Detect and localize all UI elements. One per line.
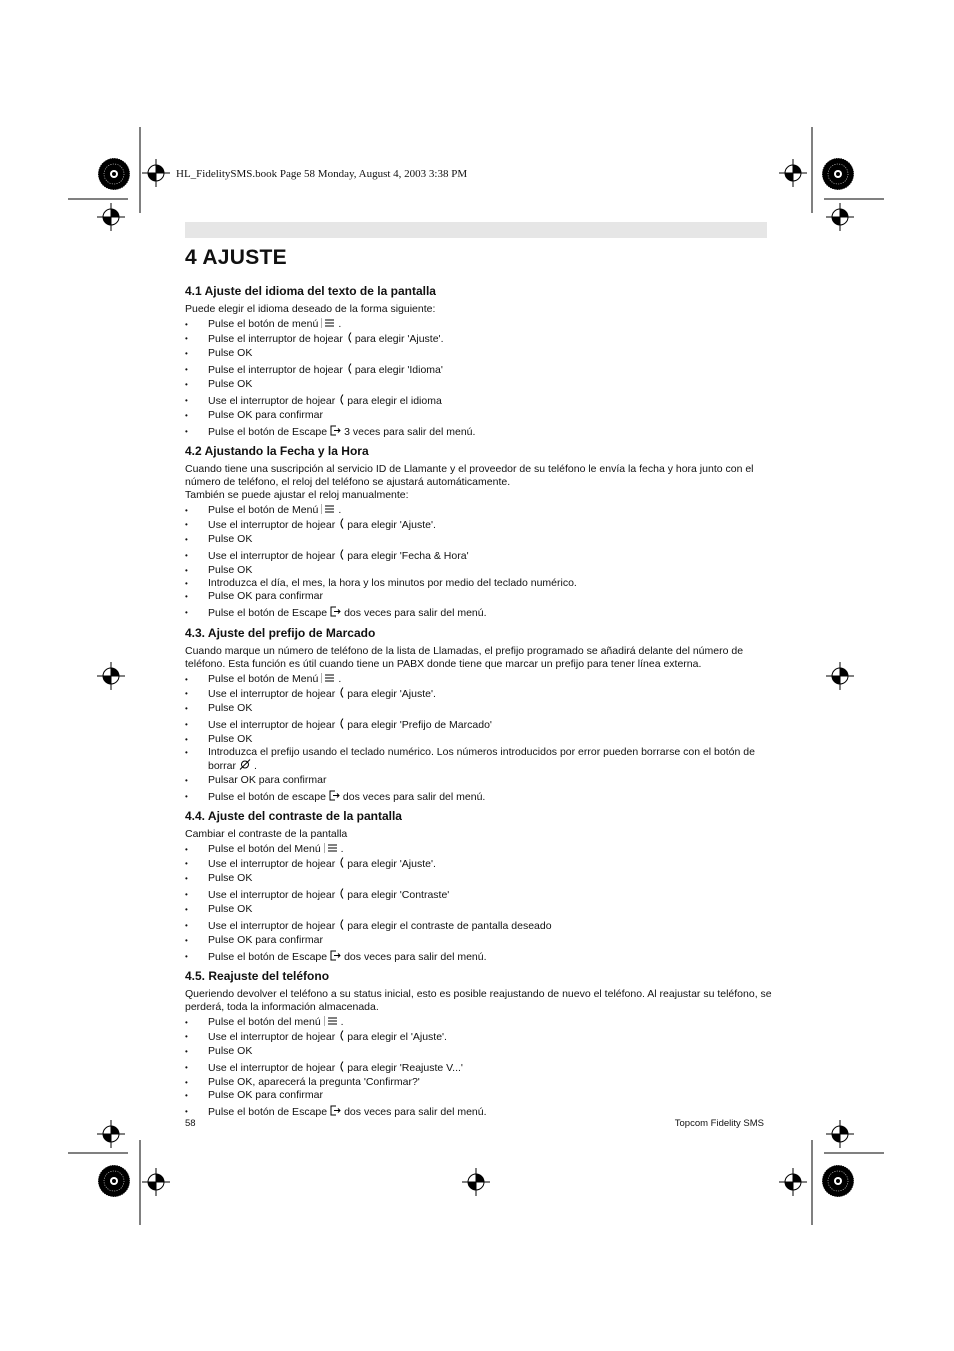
section-language [185, 284, 775, 440]
list-item [185, 363, 775, 378]
section-title: 4.2 Ajustando la Fecha y la Hora [185, 444, 369, 458]
scroll-icon [338, 394, 344, 409]
step-text: Pulse OK [208, 733, 253, 745]
list-item [185, 1076, 775, 1089]
step-text: Use el interruptor de hojear [208, 719, 336, 731]
step-text-after: . [254, 760, 257, 772]
file-header: HL_FidelitySMS.book Page 58 Monday, August 4, 2003 3:38 PM [176, 168, 468, 180]
step-text-after: para elegir 'Reajuste V...' [347, 1062, 463, 1074]
step-text: Pulse OK [208, 533, 253, 545]
step-text-after: para elegir el contraste de pantalla deseado [347, 920, 552, 932]
delete-icon [239, 759, 251, 774]
step-text-after: . [338, 504, 342, 516]
step-text: Pulse el botón de Escape [208, 1106, 328, 1118]
scroll-icon [338, 518, 344, 533]
list-item [185, 673, 775, 687]
list-item [185, 746, 775, 774]
scroll-icon [346, 363, 352, 378]
step-text: Pulse OK para confirmar [208, 934, 323, 946]
step-text-after: para elegir 'Ajuste'. [354, 333, 444, 345]
section-title: 4.4. Ajuste del contraste de la pantalla [185, 809, 402, 823]
step-text: Pulse el interruptor de hojear [208, 364, 343, 376]
step-text: Use el interruptor de hojear [208, 1062, 336, 1074]
list-item [185, 549, 775, 564]
scroll-icon [338, 888, 344, 903]
list-item [185, 774, 775, 787]
list-item [185, 1016, 775, 1030]
chapter-bar [185, 222, 767, 238]
list-item [185, 425, 775, 440]
list-item [185, 733, 775, 746]
step-text: Pulse OK [208, 564, 253, 576]
chapter-title: 4 AJUSTE [185, 246, 287, 269]
step-list [185, 673, 775, 805]
step-text: Pulse el botón del Menú [208, 843, 321, 855]
step-text: Use el interruptor de hojear [208, 519, 336, 531]
scroll-icon [346, 332, 352, 347]
list-item [185, 394, 775, 409]
list-item [185, 903, 775, 916]
step-text-after: dos veces para salir del menú. [342, 791, 486, 803]
menu-icon [321, 318, 335, 332]
list-item [185, 409, 775, 422]
section-intro: También se puede ajustar el reloj manualmente: [185, 489, 409, 501]
scroll-icon [338, 857, 344, 872]
list-item [185, 718, 775, 733]
step-text-after: . [338, 673, 342, 685]
scroll-icon [338, 549, 344, 564]
section-title: 4.5. Reajuste del teléfono [185, 969, 330, 983]
list-item [185, 347, 775, 360]
step-text: Pulse el botón del menú [208, 1016, 321, 1028]
list-item [185, 518, 775, 533]
section-intro: Queriendo devolver el teléfono a su status inicial, esto es posible reajustando de nuevo el teléfono. Al reajustar su teléfono, se perderá, toda la información almacenada. [185, 988, 772, 1013]
step-text: Introduzca el día, el mes, la hora y los minutos por medio del teclado numérico. [208, 577, 577, 589]
step-text: Pulse OK [208, 903, 253, 915]
section-contrast [185, 809, 775, 965]
section-reset [185, 969, 775, 1120]
step-text-after: . [340, 843, 344, 855]
list-item [185, 888, 775, 903]
list-item [185, 1061, 775, 1076]
step-text: Pulse el botón de Escape [208, 607, 328, 619]
escape-icon [330, 606, 341, 621]
menu-icon [321, 504, 335, 518]
step-text: Pulse OK [208, 378, 253, 390]
section-intro: Puede elegir el idioma deseado de la forma siguiente: [185, 303, 436, 315]
step-list [185, 843, 775, 965]
step-text-after: dos veces para salir del menú. [344, 1106, 487, 1118]
list-item [185, 1045, 775, 1058]
step-text-after: para elegir 'Idioma' [354, 364, 443, 376]
step-text-after: para elegir 'Prefijo de Marcado' [347, 719, 492, 731]
step-text: Pulse el interruptor de hojear [208, 333, 343, 345]
step-text-after: para elegir el 'Ajuste'. [347, 1031, 447, 1043]
list-item [185, 790, 775, 805]
step-text: Pulse el botón de escape [208, 791, 326, 803]
list-item [185, 687, 775, 702]
step-text: Pulse OK para confirmar [208, 590, 323, 602]
step-text: Pulse OK [208, 872, 253, 884]
step-text-after: para elegir 'Ajuste'. [347, 519, 436, 531]
menu-icon [324, 1016, 338, 1030]
step-text: Use el interruptor de hojear [208, 688, 336, 700]
product-name: Topcom Fidelity SMS [674, 1118, 764, 1129]
step-list [185, 504, 775, 621]
step-text: Use el interruptor de hojear [208, 889, 336, 901]
step-text: Use el interruptor de hojear [208, 920, 336, 932]
list-item [185, 1030, 775, 1045]
step-text: Pulse OK [208, 1045, 253, 1057]
step-text: Pulse OK para confirmar [208, 409, 323, 421]
list-item [185, 564, 775, 577]
list-item [185, 332, 775, 347]
step-text: Pulse el botón de Menú [208, 504, 319, 516]
list-item [185, 378, 775, 391]
escape-icon [330, 425, 341, 440]
step-text-after: dos veces para salir del menú. [344, 607, 487, 619]
section-title: 4.1 Ajuste del idioma del texto de la pantalla [185, 284, 436, 298]
step-text: Use el interruptor de hojear [208, 550, 336, 562]
section-title: 4.3. Ajuste del prefijo de Marcado [185, 626, 376, 640]
step-text: Pulsar OK para confirmar [208, 774, 327, 786]
list-item [185, 590, 775, 603]
menu-icon [324, 843, 338, 857]
list-item [185, 1089, 775, 1102]
list-item [185, 318, 775, 332]
step-text: Use el interruptor de hojear [208, 395, 336, 407]
step-text-after: . [340, 1016, 344, 1028]
section-intro: Cuando marque un número de teléfono de la lista de Llamadas, el prefijo programado se añadirá delante del número de teléfono. Esta función es útil cuando tiene un PABX donde tiene que marcar un prefijo para tener línea externa. [185, 645, 744, 670]
escape-icon [330, 1105, 341, 1120]
list-item [185, 606, 775, 621]
step-text-after: para elegir 'Contraste' [347, 889, 450, 901]
step-text-after: para elegir el idioma [347, 395, 442, 407]
section-date-time [185, 444, 775, 621]
list-item [185, 857, 775, 872]
scroll-icon [338, 687, 344, 702]
step-text: Pulse OK [208, 347, 253, 359]
list-item [185, 504, 775, 518]
step-text: Pulse el botón de Menú [208, 673, 319, 685]
page-number: 58 [185, 1118, 196, 1129]
step-text: Pulse OK [208, 702, 253, 714]
list-item [185, 577, 775, 590]
step-list [185, 1016, 775, 1120]
menu-icon [321, 673, 335, 687]
scroll-icon [338, 1061, 344, 1076]
step-text-after: para elegir 'Ajuste'. [347, 858, 436, 870]
step-text-after: dos veces para salir del menú. [344, 951, 487, 963]
step-text: Use el interruptor de hojear [208, 1031, 336, 1043]
list-item [185, 843, 775, 857]
step-list [185, 318, 775, 440]
list-item [185, 533, 775, 546]
section-intro: Cuando tiene una suscripción al servicio ID de Llamante y el proveedor de su teléfono le envía la fecha y hora junto con el número de teléfono, el reloj del teléfono se ajustará automáticamente. [185, 463, 754, 488]
list-item [185, 934, 775, 947]
list-item [185, 702, 775, 715]
scroll-icon [338, 919, 344, 934]
step-text: Pulse OK para confirmar [208, 1089, 323, 1101]
list-item [185, 872, 775, 885]
section-dial-prefix [185, 626, 775, 805]
step-text: Introduzca el prefijo usando el teclado numérico. Los números introducidos por error pueden borrarse con el botón de borrar [208, 746, 755, 772]
step-text: Pulse OK, aparecerá la pregunta 'Confirmar?' [208, 1076, 420, 1088]
step-text-after: . [338, 318, 342, 330]
step-text: Use el interruptor de hojear [208, 858, 336, 870]
scroll-icon [338, 1030, 344, 1045]
step-text-after: para elegir 'Ajuste'. [347, 688, 436, 700]
escape-icon [330, 950, 341, 965]
section-intro: Cambiar el contraste de la pantalla [185, 828, 348, 840]
list-item [185, 919, 775, 934]
escape-icon [329, 790, 340, 805]
step-text-after: para elegir 'Fecha & Hora' [347, 550, 469, 562]
list-item [185, 950, 775, 965]
scroll-icon [338, 718, 344, 733]
step-text: Pulse el botón de menú [208, 318, 319, 330]
step-text: Pulse el botón de Escape [208, 951, 328, 963]
step-text: Pulse el botón de Escape [208, 426, 328, 438]
step-text-after: 3 veces para salir del menú. [344, 426, 476, 438]
